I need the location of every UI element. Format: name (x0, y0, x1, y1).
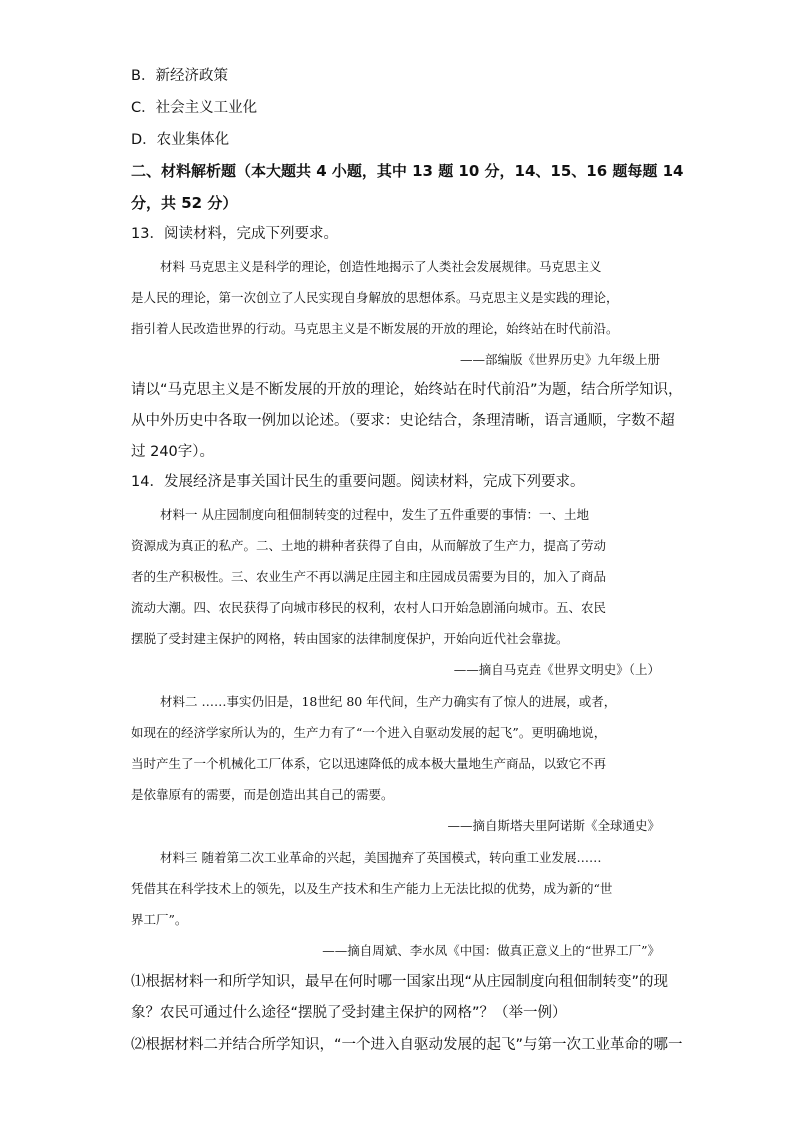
q14-material2-line: 是依靠原有的需要，而是创造出其自己的需要。 (131, 787, 394, 802)
q14-material1-line: 材料一 从庄园制度向租佃制转变的过程中，发生了五件重要的事情：一、土地 (160, 507, 589, 522)
q13-prompt: 13．阅读材料，完成下列要求。 (131, 226, 338, 242)
q13-material-line: 材料 马克思主义是科学的理论，创造性地揭示了人类社会发展规律。马克思主义 (160, 259, 602, 274)
q14-source2: ——摘自斯塔夫里阿诺斯《全球通史》 (447, 818, 660, 833)
q14-material3-line: 材料三 随着第二次工业革命的兴起，美国抛弃了英国模式，转向重工业发展…… (160, 850, 602, 865)
q14-material3-line: 凭借其在科学技术上的领先，以及生产技术和生产能力上无法比拟的优势，成为新的“世 (131, 881, 613, 896)
section-heading-line2: 分，共 52 分） (131, 194, 238, 212)
q13-task-line: 从中外历史中各取一例加以论述。（要求：史论结合，条理清晰，语言通顺，字数不超 (131, 413, 675, 429)
q14-sub1-line: ⑴根据材料一和所学知识，最早在何时哪一国家出现“从庄园制度向租佃制转变”的现 (131, 974, 669, 990)
option-b: B．新经济政策 (131, 68, 228, 84)
q13-source: ——部编版《世界历史》九年级上册 (459, 352, 660, 367)
q14-material3-line: 界工厂”。 (131, 912, 188, 927)
q14-source1: ——摘自马克垚《世界文明史》（上） (453, 662, 660, 677)
q14-sub1-line: 象？农民可通过什么途径“摆脱了受封建主保护的网格”？（举一例） (131, 1005, 567, 1021)
section-heading-line1: 二、材料解析题（本大题共 4 小题，其中 13 题 10 分，14、15、16 题每题 14 (131, 162, 684, 180)
q14-material1-line: 资源成为真正的私产。二、土地的耕种者获得了自由，从而解放了生产力，提高了劳动 (131, 538, 607, 553)
q14-material2-line: 材料二 ……事实仍旧是，18世纪 80 年代间，生产力确实有了惊人的进展，或者， (160, 694, 617, 709)
q14-sub2-line: ⑵根据材料二并结合所学知识，“一个进入自驱动发展的起飞”与第一次工业革命的哪一 (131, 1037, 683, 1053)
q14-material2-line: 如现在的经济学家所认为的，生产力有了“一个进入自驱动发展的起飞”。更明确地说， (131, 725, 607, 740)
q13-material-line: 指引着人民改造世界的行动。马克思主义是不断发展的开放的理论，始终站在时代前沿。 (131, 321, 619, 336)
q14-material1-line: 者的生产积极性。三、农业生产不再以满足庄园主和庄园成员需要为目的，加入了商品 (131, 569, 607, 584)
q14-material2-line: 当时产生了一个机械化工厂体系，它以迅速降低的成本极大量地生产商品，以致它不再 (131, 756, 607, 771)
q13-task-line: 请以“马克思主义是不断发展的开放的理论，始终站在时代前沿”为题，结合所学知识， (131, 382, 683, 398)
q14-material1-line: 流动大潮。四、农民获得了向城市移民的权利，农村人口开始急剧涌向城市。五、农民 (131, 600, 607, 615)
q14-source3: ——摘自周斌、李水凤《中国：做真正意义上的“世界工厂”》 (322, 943, 660, 958)
q13-task-line: 过 240字）。 (131, 444, 215, 460)
option-c: C．社会主义工业化 (131, 100, 258, 116)
q14-prompt: 14．发展经济是事关国计民生的重要问题。阅读材料，完成下列要求。 (131, 474, 585, 490)
option-d: D．农业集体化 (131, 132, 230, 148)
q13-material-line: 是人民的理论，第一次创立了人民实现自身解放的思想体系。马克思主义是实践的理论， (131, 290, 619, 305)
q14-material1-line: 摆脱了受封建主保护的网格，转由国家的法律制度保护，开始向近代社会靠拢。 (131, 631, 569, 646)
